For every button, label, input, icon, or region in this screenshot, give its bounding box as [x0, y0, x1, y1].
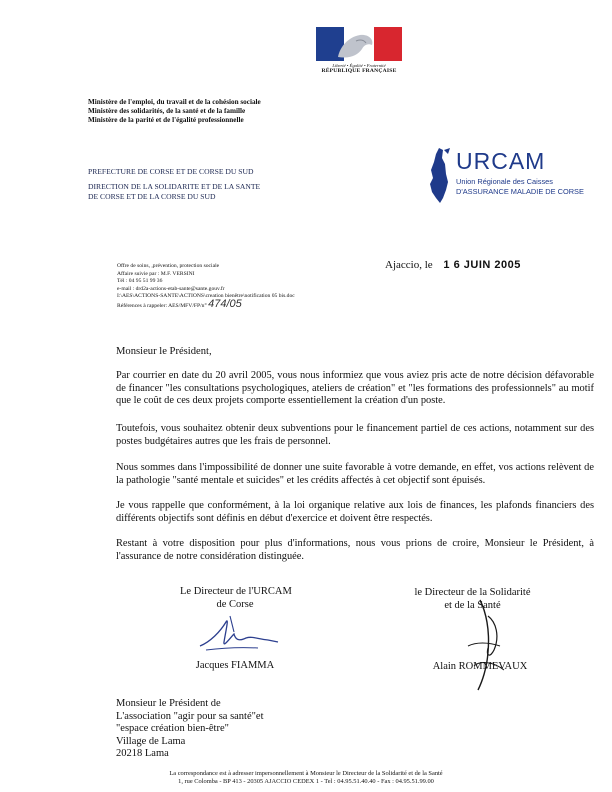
urcam-subtitle: Union Régionale des Caisses D'ASSURANCE MALADIE DE CORSE — [456, 177, 584, 196]
ministries-block — [88, 98, 261, 125]
handwritten-reference: 474/05 — [208, 297, 242, 310]
ministry-line: Ministère de l'emploi, du travail et de la cohésion sociale — [88, 98, 261, 106]
reference-phone: Tél : 04 95 51 99 36 — [117, 278, 163, 285]
urcam-name: URCAM — [456, 148, 546, 174]
signatory-left-title: Le Directeur de l'URCAM — [180, 586, 292, 597]
date-place: Ajaccio, le — [385, 259, 433, 271]
paragraph: Toutefois, vous souhaitez obtenir deux subventions pour le financement partiel de ces actions, notamment sur des postes budgétaires autres que les frais de personnel. — [116, 423, 594, 447]
signature-right-icon — [460, 596, 520, 692]
prefecture-name: PREFECTURE DE CORSE ET DE CORSE DU SUD — [88, 167, 254, 176]
recipient-line: 20218 Lama — [116, 748, 169, 760]
recipient-line: Monsieur le Président de — [116, 698, 221, 709]
signatory-right-name: Alain ROMMEVAUX — [432, 661, 528, 672]
signatory-right-title: le Directeur de la Solidarité — [414, 587, 531, 598]
paragraph: Restant à votre disposition pour plus d'informations, nous vous prions de croire, Monsieur le Président, à l'assurance de notre considération distinguée. — [116, 538, 594, 562]
date-stamp: 1 6 JUIN 2005 — [443, 259, 521, 271]
signature-left-icon — [196, 612, 282, 656]
marianne-icon — [316, 27, 402, 61]
reference-path: I:\AES\ACTIONS-SANTE\ACTIONS\creation bienêtre\notification 05 bis.doc — [117, 293, 295, 300]
recipient-line: Village de Lama — [116, 735, 186, 747]
republique-logo — [316, 27, 402, 83]
reference-block — [117, 263, 295, 311]
direction-name-2: DE CORSE ET DE LA CORSE DU SUD — [88, 191, 216, 201]
corsica-icon — [424, 146, 454, 204]
reference-number: Références à rappeler: AES/MFV/FP/n° 474/05 — [117, 297, 242, 310]
republic-name: RÉPUBLIQUE FRANÇAISE — [321, 68, 397, 74]
footer-note: La correspondance est à adresser impersonnellement à Monsieur le Directeur de la Solidarité et de la Santé — [169, 770, 443, 777]
paragraph: Nous sommes dans l'impossibilité de donner une suite favorable à votre demande, en effet, vos actions relèvent de la pathologie "santé mentale et suicides" et les crédits affectés à cet objectif sont épuisés. — [116, 462, 594, 486]
prefecture-block — [88, 167, 260, 201]
footer — [0, 770, 612, 787]
urcam-logo — [424, 146, 599, 204]
recipient-address — [116, 698, 264, 761]
ministry-line: Ministère des solidarités, de la santé et de la famille — [88, 107, 246, 115]
date-line — [385, 259, 521, 271]
reference-service: Offre de soins, ,prévention, protection sociale — [117, 263, 220, 269]
signatory-left-title-2: de Corse — [216, 598, 254, 610]
salutation: Monsieur le Président, — [116, 346, 212, 357]
signatory-left-name: Jacques FIAMMA — [195, 660, 275, 671]
footer-address: 1, rue Colomba - BP 413 - 20305 AJACCIO CEDEX 1 - Tel : 04.95.51.40.40 - Fax : 04.95.51.99.00 — [178, 778, 434, 786]
republic-motto: Liberté • Égalité • Fraternité — [332, 63, 386, 68]
direction-name: DIRECTION DE LA SOLIDARITE ET DE LA SANTE — [88, 182, 261, 192]
paragraph: Par courrier en date du 20 avril 2005, vous nous informiez que vous aviez pris acte de notre décision défavorable de financer "les consultations psychologiques, ateliers de création" et "les formations des professionnels" au motif que le coût de ces deux projets comporte essentiellement la création d'un poste. — [116, 370, 594, 406]
signatory-right-title-2: et de la Santé — [444, 599, 501, 611]
reference-handler: Affaire suivie par : M.F. VERSINI — [117, 270, 195, 277]
reference-email: e-mail : drd2a-actions-etab-sante@sante.gouv.fr — [117, 285, 225, 292]
signatory-left — [180, 586, 290, 611]
paragraph: Je vous rappelle que conformément, à la loi organique relative aux lois de finances, les plafonds financiers des différents objectifs sont définis en début d'exercice et doivent être respectés. — [116, 500, 594, 524]
recipient-line: L'association "agir pour sa santé"et — [116, 710, 264, 722]
ministry-line: Ministère de la parité et de l'égalité professionnelle — [88, 116, 244, 124]
recipient-line: "espace création bien-être" — [116, 723, 229, 735]
